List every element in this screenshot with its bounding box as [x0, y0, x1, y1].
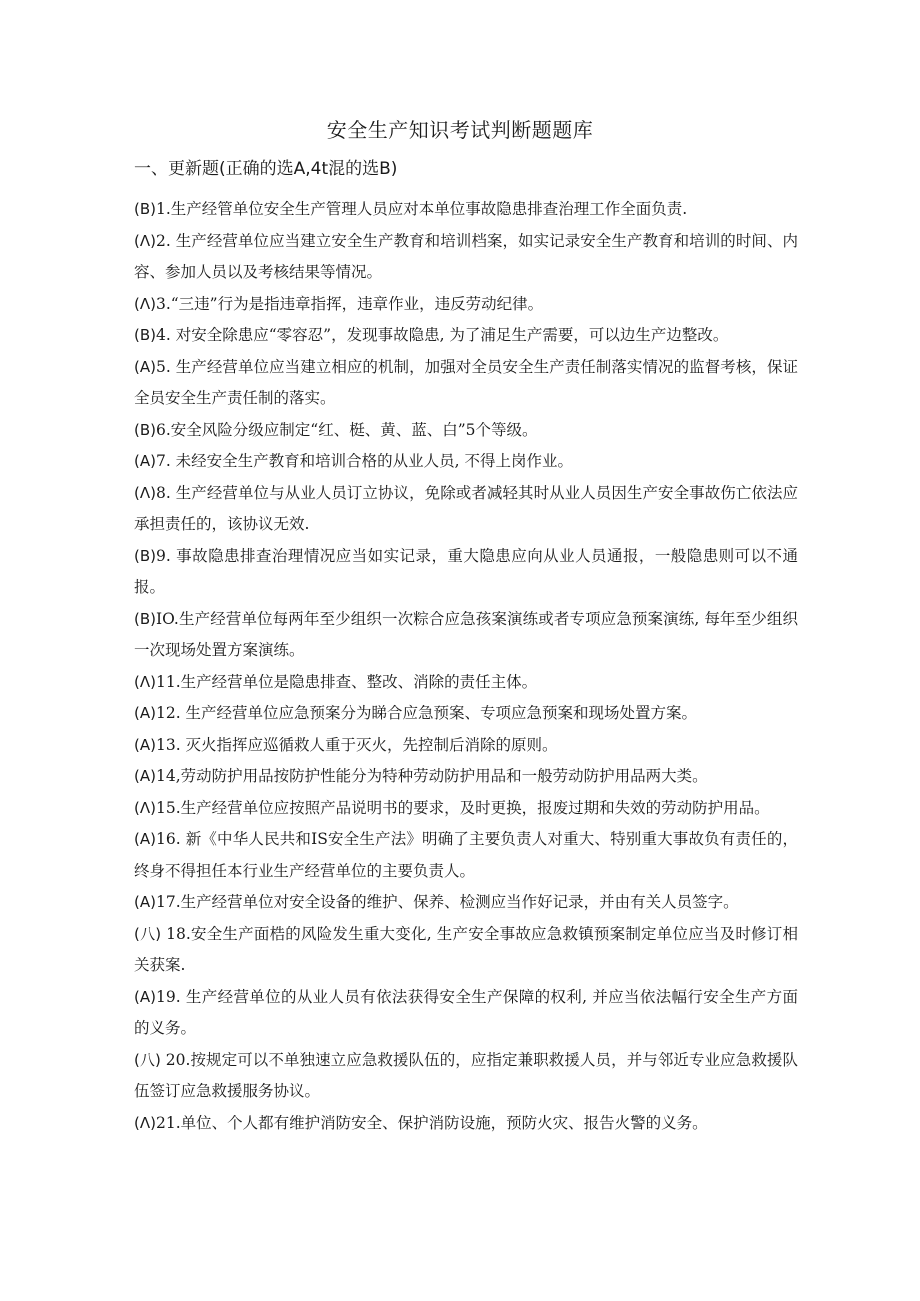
answer-tag: (A) [134, 357, 156, 376]
answer-tag: (A) [134, 830, 156, 848]
answer-tag: (A) [134, 735, 156, 754]
question-text: 20.按规定可以不单独速立应急救援队伍的，应指定兼职救援人员，并与邻近专业应急救援队伍签订应急救援服务协议。 [134, 1050, 798, 1100]
question-item [134, 793, 798, 825]
answer-tag: (Λ) [134, 294, 156, 313]
question-item [134, 919, 798, 982]
question-item [134, 887, 798, 919]
question-text: 17.生产经营单位对安全设备的维护、保养、检测应当作好记录，并由有关人员签字。 [155, 893, 739, 911]
answer-tag: (Λ) [134, 798, 156, 817]
question-item [134, 226, 798, 289]
document-title: 安全生产知识考试判断题题库 [326, 118, 594, 142]
question-item [134, 667, 798, 699]
question-text: 6.安全风险分级应制定“红、梃、黄、蓝、白”5个等级。 [156, 420, 538, 439]
question-item [134, 541, 798, 604]
answer-tag: (A) [134, 452, 156, 470]
question-text: 4. 对安全除患应“零容忍”，发现事故隐患, 为了浦足生产需要，可以边生产边整改。 [156, 326, 729, 344]
question-text: 7. 未经安全生产教育和培训合格的从业人员, 不得上岗作业。 [155, 452, 574, 470]
answer-tag: (Λ) [134, 483, 156, 502]
question-list [134, 194, 798, 1139]
question-text: 11.生产经营单位是隐患排查、整改、消除的责任主体。 [155, 672, 538, 691]
question-item [134, 698, 798, 730]
question-text: 15.生产经营单位应按照产品说明书的要求，及时更换，报废过期和失效的劳动防护用品。 [155, 798, 770, 817]
answer-tag: (A) [134, 987, 156, 1006]
answer-tag: (B) [134, 546, 156, 565]
question-item [134, 761, 798, 793]
answer-tag: (Λ) [134, 231, 156, 250]
question-text: 13. 灭火指挥应巡循救人重于灭火，先控制后消除的原则。 [155, 735, 558, 754]
question-text: 1.生产经管单位安全生产管理人员应对本单位事故隐患排查治理工作全面负责. [156, 200, 688, 218]
question-text: 16. 新《中华人民共和IS安全生产法》明确了主要负责人对重大、特别重大事故负有责任的，终身不得担任本行业生产经营单位的主要负责人。 [134, 830, 798, 880]
question-item [134, 1108, 798, 1140]
answer-tag: (八) [134, 924, 167, 943]
question-item [134, 289, 798, 321]
question-item [134, 320, 798, 352]
question-item [134, 194, 798, 226]
question-item [134, 982, 798, 1045]
answer-tag: (Λ) [134, 672, 156, 691]
question-text: 14,劳动防护用品按防护性能分为特种劳动防护用品和一般劳动防护用品两大类。 [155, 767, 708, 785]
section-heading: 一、更新题(正确的选A,4t混的选B) [134, 159, 398, 179]
answer-tag: (B) [134, 200, 156, 218]
question-text: 18.安全生产面梏的风险发生重大变化, 生产安全事故应急救镇预案制定单位应当及时修订相关获案. [134, 924, 798, 974]
question-item [134, 415, 798, 447]
answer-tag: (A) [134, 767, 156, 785]
question-item [134, 446, 798, 478]
question-item [134, 352, 798, 415]
question-text: 5. 生产经营单位应当建立相应的机制，加强对全员安全生产责任制落实情况的监督考核，保证全员安全生产责任制的落实。 [134, 357, 798, 407]
question-text: 19. 生产经营单位的从业人员有依法获得安全生产保障的权利, 并应当依法幅行安全生产方面的义务。 [134, 987, 798, 1037]
question-item [134, 604, 798, 667]
question-item [134, 824, 798, 887]
question-item [134, 478, 798, 541]
question-item [134, 1045, 798, 1108]
answer-tag: (B) [134, 326, 156, 344]
answer-tag: (B) [134, 609, 156, 628]
answer-tag: (A) [134, 704, 156, 722]
question-text: 21.单位、个人都有维护消防安全、保护消防设施，预防火灾、报告火警的义务。 [155, 1113, 708, 1132]
answer-tag: (Λ) [134, 1113, 156, 1132]
question-text: 3.“三违”行为是指违章指挥，违章作业，违反劳动纪律。 [155, 294, 544, 313]
question-text: 9. 事故隐患排查治理情况应当如实记录，重大隐患应向从业人员通报，一般隐患则可以不通报。 [134, 546, 798, 596]
question-text: IO.生产经营单位每两年至少组织一次粽合应急孩案演练或者专项应急预案演练, 每年至少组织一次现场处置方案演练。 [134, 609, 798, 659]
answer-tag: (八) [134, 1050, 166, 1069]
answer-tag: (B) [134, 420, 156, 439]
question-text: 2. 生产经营单位应当建立安全生产教育和培训档案，如实记录安全生产教育和培训的时间、内容、参加人员以及考核结果等情况。 [134, 231, 798, 281]
question-item [134, 730, 798, 762]
question-text: 8. 生产经营单位与从业人员订立协议，免除或者减轻其时从业人员因生产安全事故伤亡依法应承担责任的，该协议无效. [134, 483, 798, 533]
answer-tag: (A) [134, 893, 156, 911]
question-text: 12. 生产经营单位应急预案分为睇合应急预案、专项应急预案和现场处置方案。 [155, 704, 698, 722]
